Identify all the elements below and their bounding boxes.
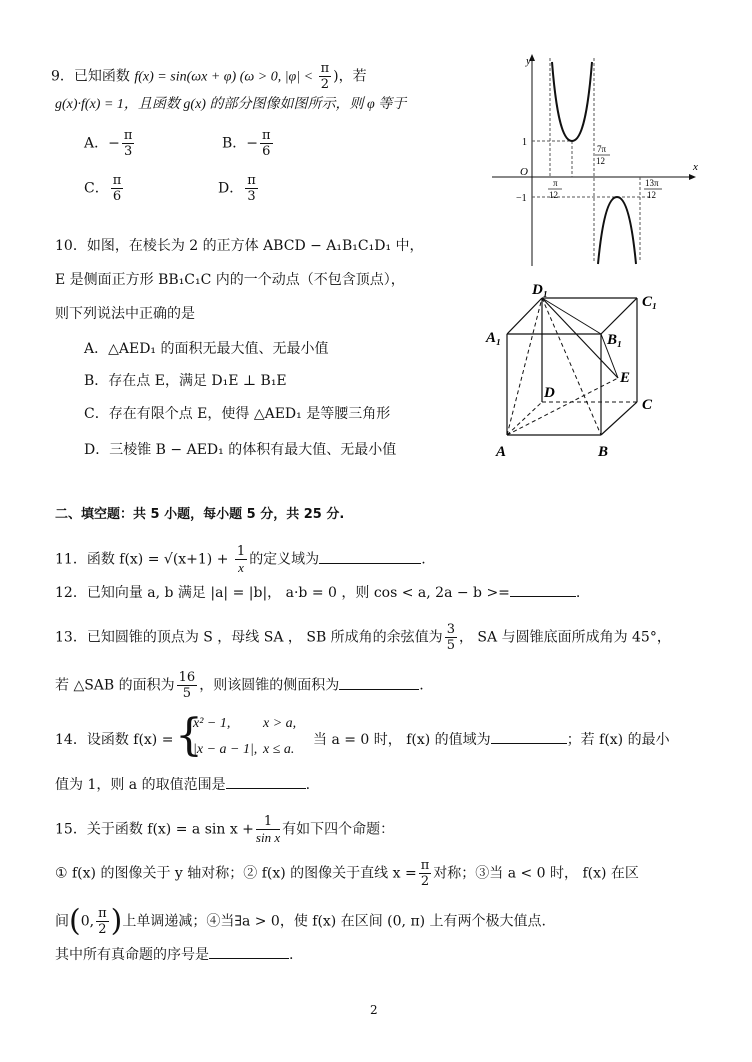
q14-answer-blank-1[interactable]: [491, 729, 567, 744]
x-tick-7pi12-den: 12: [596, 156, 605, 166]
y-label: y: [526, 55, 531, 67]
x-tick-13pi12-num: 13π: [645, 178, 659, 188]
label-E: E: [620, 370, 631, 386]
label-B: B: [598, 444, 609, 460]
q10-option-b: B．存在点 E，满足 D₁E ⊥ B₁E: [84, 373, 287, 389]
q15-line3: 间(0, $\frac{\pi}{2}$ )上单调递减；④当∃a > 0，使 f(x) 在区间 (0, π) 上有两个极大值点.: [55, 903, 547, 939]
q13-line2: 若 △SAB 的面积为 $\frac{16}{5}$ ，则该圆锥的侧面积为 .: [55, 670, 424, 701]
q14-continued: 当 a = 0 时， f(x) 的值域为 ；若 f(x) 的最小: [313, 729, 670, 749]
q10-cube-figure: [482, 278, 682, 464]
q15-line4: 其中所有真命题的序号是 .: [55, 944, 293, 965]
label-D1: D₁: [532, 282, 549, 298]
y-tick-minus1: −1: [516, 193, 527, 204]
q14-line2: 值为 1，则 a 的取值范围是 .: [55, 774, 310, 795]
q10-option-a: A．△AED₁ 的面积无最大值、无最小值: [84, 341, 329, 357]
q12-answer-blank[interactable]: [510, 582, 576, 597]
q9-option-a: A．− $\frac{\pi}{3}$: [84, 128, 133, 159]
x-tick-7pi12-num: 7π: [597, 144, 607, 154]
label-A: A: [496, 444, 507, 460]
q10-line1: 10．如图，在棱长为 2 的正方体 ABCD − A₁B₁C₁D₁ 中，: [55, 238, 424, 254]
edge-B1C1: [601, 298, 637, 334]
q14-brace: {: [175, 710, 203, 761]
q10-option-c: C．存在有限个点 E，使得 △AED₁ 是等腰三角形: [84, 406, 391, 422]
q11: 11．函数 f(x) = √(x+1) + $\frac{1}{x}$ 的定义域为 .: [55, 544, 426, 575]
origin-label: O: [520, 166, 528, 178]
q15-line2: ① f(x) 的图像关于 y 轴对称；② f(x) 的图像关于直线 x = $\frac{\pi}{2}$ 对称；③当 a < 0 时， f(x) 在区: [55, 858, 639, 889]
q15-answer-blank[interactable]: [209, 944, 289, 959]
q14-answer-blank-2[interactable]: [226, 774, 306, 789]
x-tick-pi12-den: 12: [549, 190, 558, 200]
q9-pi-over-2: $\frac{\pi}{2}$: [320, 61, 330, 92]
section-2-heading: 二、填空题：共 5 小题，每小题 5 分，共 25 分.: [55, 507, 345, 522]
edge-BC: [601, 402, 637, 435]
y-tick-1: 1: [522, 137, 527, 148]
segment-D1B-hidden: [542, 298, 601, 435]
q12: 12．已知向量 a, b 满足 |a| = |b|， a·b = 0 ，则 cos < a, 2a − b >= .: [55, 582, 580, 603]
label-C: C: [642, 397, 653, 413]
q9-stem1: 9．已知函数: [51, 68, 130, 85]
curve-upper: [552, 62, 592, 141]
q9-option-d: D． $\frac{\pi}{3}$: [218, 173, 256, 204]
label-A1: A₁: [486, 330, 502, 346]
q10-line3: 则下列说法中正确的是: [55, 306, 195, 322]
label-C1: C₁: [642, 294, 658, 310]
label-B1: B₁: [607, 332, 623, 348]
x-label: x: [693, 161, 698, 173]
q9-graph: [490, 52, 705, 268]
q9-line2: g(x)·f(x) = 1，且函数 g(x) 的部分图像如图所示，则 φ 等于: [55, 97, 407, 112]
q9-function: f(x) = sin(ωx + φ) (ω > 0, |φ| <: [134, 69, 317, 85]
q15-line1: 15．关于函数 f(x) = a sin x + $\frac{1}{\text{sin x}}$ 有如下四个命题：: [55, 814, 395, 845]
segment-AD1: [507, 298, 542, 435]
q13-answer-blank[interactable]: [339, 675, 419, 690]
x-tick-13pi12-den: 12: [647, 190, 656, 200]
x-axis-arrow: [689, 174, 696, 180]
q11-answer-blank[interactable]: [319, 549, 421, 564]
curve-lower: [598, 197, 636, 264]
q10-line2: E 是侧面正方形 BB₁C₁C 内的一个动点（不包含顶点），: [55, 272, 405, 288]
q9-option-b: B．− $\frac{\pi}{6}$: [222, 128, 271, 159]
edge-A1D1: [507, 298, 542, 334]
q10-option-d: D．三棱锥 B − AED₁ 的体积有最大值、无最小值: [84, 442, 397, 458]
q9-line1: [51, 61, 367, 92]
q9-tail: )，若: [333, 68, 367, 85]
x-tick-pi12-num: π: [553, 178, 558, 188]
q13-line1: 13．已知圆锥的顶点为 S ，母线 SA ， SB 所成角的余弦值为 $\frac{3}{5}$ ， SA 与圆锥底面所成角为 45°，: [55, 622, 671, 653]
label-D: D: [544, 385, 555, 401]
q9-option-c: C． $\frac{\pi}{6}$: [84, 173, 122, 204]
page-number: 2: [370, 1003, 378, 1017]
edge-AD-hidden: [507, 402, 542, 435]
